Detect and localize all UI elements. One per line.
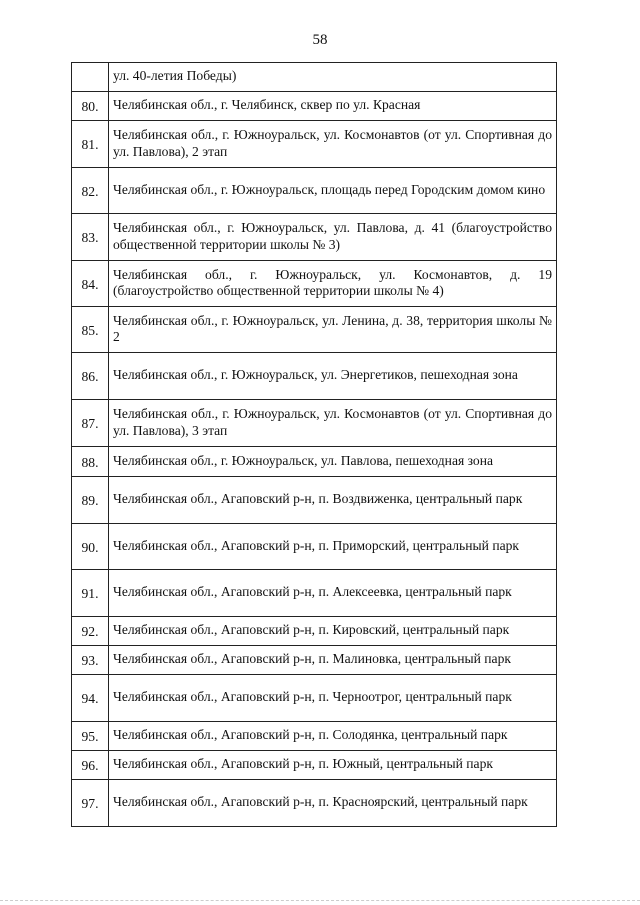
table-row bbox=[72, 168, 557, 214]
row-number: 81. bbox=[72, 121, 109, 168]
row-address: Челябинская обл., г. Южноуральск, ул. Космонавтов, д. 19 (благоустройство общественной территории школы № 4) bbox=[109, 261, 557, 307]
row-number: 97. bbox=[72, 780, 109, 827]
row-address: Челябинская обл., г. Южноуральск, ул. Павлова, пешеходная зона bbox=[109, 447, 557, 477]
row-number: 87. bbox=[72, 400, 109, 447]
table-row bbox=[72, 214, 557, 261]
row-number: 95. bbox=[72, 722, 109, 751]
table-row bbox=[72, 307, 557, 353]
row-address: Челябинская обл., Агаповский р-н, п. Черноотрог, центральный парк bbox=[109, 675, 557, 722]
row-address: Челябинская обл., Агаповский р-н, п. Кировский, центральный парк bbox=[109, 617, 557, 646]
row-address: Челябинская обл., Агаповский р-н, п. Южный, центральный парк bbox=[109, 751, 557, 780]
row-address: Челябинская обл., Агаповский р-н, п. Алексеевка, центральный парк bbox=[109, 570, 557, 617]
row-address: Челябинская обл., г. Южноуральск, ул. Ленина, д. 38, территория школы № 2 bbox=[109, 307, 557, 353]
table-row bbox=[72, 675, 557, 722]
table-row bbox=[72, 570, 557, 617]
table-row bbox=[72, 63, 557, 92]
row-number bbox=[72, 63, 109, 92]
table-row bbox=[72, 447, 557, 477]
row-number: 92. bbox=[72, 617, 109, 646]
row-address: Челябинская обл., Агаповский р-н, п. Малиновка, центральный парк bbox=[109, 646, 557, 675]
row-address: Челябинская обл., Агаповский р-н, п. Красноярский, центральный парк bbox=[109, 780, 557, 827]
address-table bbox=[71, 62, 557, 827]
row-number: 83. bbox=[72, 214, 109, 261]
row-address: Челябинская обл., г. Южноуральск, ул. Космонавтов (от ул. Спортивная до ул. Павлова), 3 этап bbox=[109, 400, 557, 447]
row-number: 94. bbox=[72, 675, 109, 722]
row-number: 85. bbox=[72, 307, 109, 353]
row-address: Челябинская обл., г. Южноуральск, ул. Космонавтов (от ул. Спортивная до ул. Павлова), 2 этап bbox=[109, 121, 557, 168]
table-row bbox=[72, 617, 557, 646]
row-address: Челябинская обл., г. Южноуральск, площадь перед Городским домом кино bbox=[109, 168, 557, 214]
row-number: 84. bbox=[72, 261, 109, 307]
row-address: Челябинская обл., Агаповский р-н, п. Воздвиженка, центральный парк bbox=[109, 477, 557, 524]
row-number: 80. bbox=[72, 92, 109, 121]
table-row bbox=[72, 353, 557, 400]
row-number: 88. bbox=[72, 447, 109, 477]
row-number: 89. bbox=[72, 477, 109, 524]
table-row bbox=[72, 261, 557, 307]
row-number: 96. bbox=[72, 751, 109, 780]
row-address: Челябинская обл., г. Южноуральск, ул. Энергетиков, пешеходная зона bbox=[109, 353, 557, 400]
table-row bbox=[72, 524, 557, 570]
table-row bbox=[72, 477, 557, 524]
row-number: 86. bbox=[72, 353, 109, 400]
table-row bbox=[72, 646, 557, 675]
row-address: Челябинская обл., г. Южноуральск, ул. Павлова, д. 41 (благоустройство общественной территории школы № 3) bbox=[109, 214, 557, 261]
table-row bbox=[72, 780, 557, 827]
table-row bbox=[72, 121, 557, 168]
row-number: 82. bbox=[72, 168, 109, 214]
row-address: Челябинская обл., Агаповский р-н, п. Солодянка, центральный парк bbox=[109, 722, 557, 751]
row-address: Челябинская обл., г. Челябинск, сквер по ул. Красная bbox=[109, 92, 557, 121]
row-number: 90. bbox=[72, 524, 109, 570]
table-row bbox=[72, 92, 557, 121]
row-number: 91. bbox=[72, 570, 109, 617]
table-row bbox=[72, 751, 557, 780]
row-address: Челябинская обл., Агаповский р-н, п. Приморский, центральный парк bbox=[109, 524, 557, 570]
table-row bbox=[72, 722, 557, 751]
row-address: ул. 40-летия Победы) bbox=[109, 63, 557, 92]
page-edge-divider bbox=[0, 900, 640, 902]
page-number: 58 bbox=[312, 32, 328, 48]
table-row bbox=[72, 400, 557, 447]
row-number: 93. bbox=[72, 646, 109, 675]
